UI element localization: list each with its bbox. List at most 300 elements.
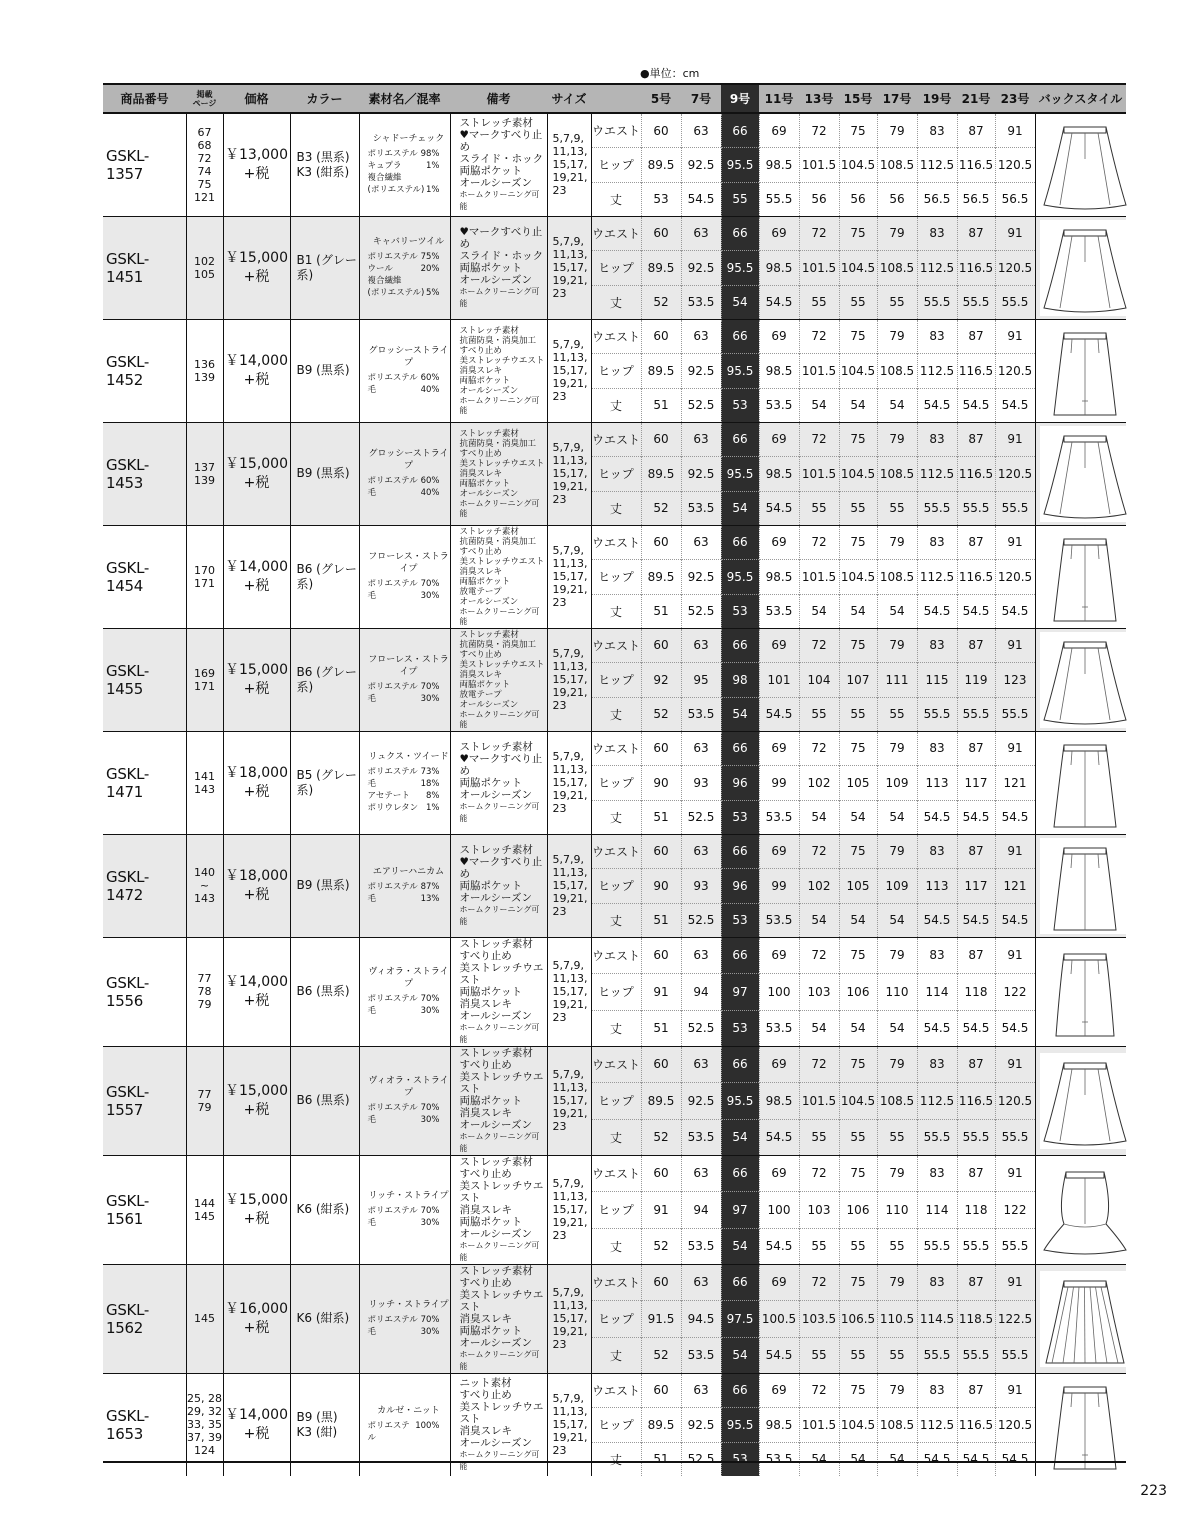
measure-hip-s11: 100 [759,1192,799,1229]
measure-label-waist: ウエスト [591,1264,641,1301]
measure-waist-s21: 87 [957,1046,995,1083]
measure-hip-s23: 120.5 [995,560,1035,595]
material-name: フローレス・ストライプ [368,655,449,677]
unit-note: ●単位：cm [640,67,700,80]
size-list: 5,7,9, 11,13, 15,17, 19,21, 23 [547,113,591,216]
measure-length-s9: 53 [721,800,759,834]
back-style-cell [1035,113,1126,216]
measure-label-hip: ヒップ [591,869,641,904]
measure-length-s19: 56.5 [917,182,957,216]
measure-length-s9: 53 [721,903,759,937]
measure-waist-s17: 79 [877,731,917,766]
measure-length-s5: 52 [641,697,681,731]
measure-length-s17: 54 [877,388,917,422]
measure-length-s15: 55 [839,1337,877,1373]
measure-hip-s7: 93 [681,766,721,801]
measure-length-s17: 54 [877,1010,917,1046]
measure-waist-s15: 75 [839,422,877,457]
measure-length-s13: 55 [799,1337,839,1373]
product-code: GSKL-1455 [103,628,186,731]
measure-waist-s13: 72 [799,1046,839,1083]
note-line: 消臭スレキ [459,566,503,577]
measure-length-s7: 53.5 [681,285,721,319]
measure-label-hip: ヒップ [591,1192,641,1229]
measure-waist-s17: 79 [877,525,917,560]
measure-waist-s11: 69 [759,834,799,869]
measure-hip-s5: 91 [641,1192,681,1229]
measure-length-s13: 54 [799,800,839,834]
measure-hip-s15: 106 [839,1192,877,1229]
measure-waist-s19: 83 [917,422,957,457]
measure-hip-s15: 104.5 [839,148,877,183]
measure-length-s7: 53.5 [681,697,721,731]
measure-length-s7: 52.5 [681,594,721,628]
measure-waist-s21: 87 [957,937,995,974]
measure-hip-s17: 108.5 [877,354,917,389]
back-style-cell [1035,731,1126,834]
measure-waist-s11: 69 [759,1264,799,1301]
note-line: 美ストレッチウエスト [459,355,545,366]
measure-label-length: 丈 [591,388,641,422]
measure-waist-s13: 72 [799,1155,839,1192]
measure-hip-s7: 95 [681,663,721,698]
measure-length-s13: 55 [799,697,839,731]
measure-length-s21: 55.5 [957,1337,995,1373]
measure-hip-s23: 122 [995,974,1035,1011]
measure-hip-s19: 112.5 [917,148,957,183]
measure-hip-s21: 118 [957,1192,995,1229]
measure-waist-s7: 63 [681,731,721,766]
note-line: 両脇ポケット [459,985,522,998]
material-name: ヴィオラ・ストライプ [368,1076,449,1098]
note-line: スライド・ホック [459,152,544,165]
header-size-15: 15号 [839,84,877,113]
measure-hip-s19: 113 [917,766,957,801]
home-cleaning-note: ホームクリーニング可能 [459,709,540,729]
measure-hip-s11: 98.5 [759,251,799,286]
measure-waist-s23: 91 [995,525,1035,560]
measure-hip-s13: 101.5 [799,354,839,389]
product-code: GSKL-1471 [103,731,186,834]
measure-length-s7: 54.5 [681,182,721,216]
measure-length-s21: 54.5 [957,903,995,937]
measure-hip-s13: 101.5 [799,148,839,183]
measure-waist-s17: 79 [877,1264,917,1301]
material-name: カルゼ・ニット [377,1406,440,1417]
measure-length-s17: 54 [877,594,917,628]
notes-cell [450,731,547,834]
measure-waist-s7: 63 [681,1046,721,1083]
product-code: GSKL-1557 [103,1046,186,1155]
note-line: 消臭スレキ [459,1312,512,1325]
composition-line: 毛 30% [367,591,440,601]
measure-waist-s9: 66 [721,525,759,560]
measure-length-s13: 54 [799,903,839,937]
header-size-21: 21号 [957,84,995,113]
size-list: 5,7,9, 11,13, 15,17, 19,21, 23 [547,834,591,937]
composition-line: (ポリエステル) 5% [367,288,440,298]
composition-line: キュプラ 1% [367,161,440,172]
note-line: オールシーズン [459,1009,533,1022]
measure-length-s7: 53.5 [681,1337,721,1373]
composition-line: ポリエステル 100% [367,1421,440,1444]
measure-waist-s23: 91 [995,1155,1035,1192]
note-line: すべり止め [459,649,502,660]
notes-cell [450,113,547,216]
measure-hip-s17: 108.5 [877,251,917,286]
measure-hip-s15: 106 [839,974,877,1011]
measure-hip-s7: 92.5 [681,457,721,492]
measure-label-length: 丈 [591,903,641,937]
size-list: 5,7,9, 11,13, 15,17, 19,21, 23 [547,1264,591,1373]
home-cleaning-note: ホームクリーニング可能 [459,1022,540,1044]
price: ￥14,000 +税 [223,319,290,422]
measure-waist-s9: 66 [721,422,759,457]
measure-label-length: 丈 [591,800,641,834]
measure-waist-s15: 75 [839,834,877,869]
measure-waist-s13: 72 [799,731,839,766]
measure-waist-s21: 87 [957,113,995,148]
measure-hip-s21: 117 [957,869,995,904]
measure-length-s23: 55.5 [995,491,1035,525]
header-size-9: 9号 [721,84,759,113]
measure-length-s23: 54.5 [995,1010,1035,1046]
price: ￥14,000 +税 [223,1373,290,1476]
measure-hip-s9: 98 [721,663,759,698]
measure-waist-s9: 66 [721,319,759,354]
measure-label-waist: ウエスト [591,525,641,560]
measure-waist-s11: 69 [759,319,799,354]
measure-waist-s13: 72 [799,216,839,251]
measure-waist-s17: 79 [877,1046,917,1083]
material-name: リッチ・ストライプ [368,1191,449,1201]
measure-hip-s13: 101.5 [799,560,839,595]
measure-label-hip: ヒップ [591,148,641,183]
size-list: 5,7,9, 11,13, 15,17, 19,21, 23 [547,937,591,1046]
measure-label-length: 丈 [591,697,641,731]
measure-waist-s21: 87 [957,731,995,766]
measure-hip-s19: 114 [917,1192,957,1229]
size-list: 5,7,9, 11,13, 15,17, 19,21, 23 [547,731,591,834]
measure-label-waist: ウエスト [591,1046,641,1083]
note-line: 美ストレッチウエスト [459,1070,544,1095]
measure-length-s17: 55 [877,1337,917,1373]
measure-label-length: 丈 [591,1337,641,1373]
header-size-7: 7号 [681,84,721,113]
header-size-23: 23号 [995,84,1035,113]
size-list: 5,7,9, 11,13, 15,17, 19,21, 23 [547,1155,591,1264]
measure-hip-s9: 97.5 [721,1301,759,1338]
measure-length-s15: 54 [839,1010,877,1046]
measure-length-s13: 54 [799,1010,839,1046]
skirt-sketch-icon [1040,1053,1130,1149]
composition-line: 毛 30% [367,1218,440,1228]
note-line: 美ストレッチウエスト [459,458,545,469]
notes-cell [450,216,547,319]
measure-length-s15: 54 [839,1442,877,1476]
color-codes: B1 (グレー系) [290,216,359,319]
composition-line: ポリエステル 70% [367,579,440,589]
measure-waist-s23: 91 [995,1264,1035,1301]
note-line: 消臭スレキ [459,468,503,479]
measure-length-s9: 54 [721,285,759,319]
header-color: カラー [290,84,359,113]
measure-waist-s11: 69 [759,1155,799,1192]
product-code: GSKL-1451 [103,216,186,319]
note-line: 消臭スレキ [459,1203,512,1216]
measure-waist-s23: 91 [995,422,1035,457]
measure-length-s19: 55.5 [917,491,957,525]
measure-waist-s11: 69 [759,731,799,766]
measure-waist-s23: 91 [995,1046,1035,1083]
measure-waist-s23: 91 [995,1373,1035,1408]
measure-length-s13: 55 [799,491,839,525]
material-name: ヴィオラ・ストライプ [368,967,449,989]
measure-label-hip: ヒップ [591,457,641,492]
measure-hip-s5: 89.5 [641,251,681,286]
note-line: ストレッチ素材 [459,740,533,753]
note-line: ストレッチ素材 [459,428,519,439]
back-style-cell [1035,1046,1126,1155]
home-cleaning-note: ホームクリーニング可能 [459,1240,540,1262]
skirt-sketch-icon [1040,426,1130,522]
measure-length-s11: 54.5 [759,285,799,319]
material-name: フローレス・ストライプ [368,552,449,574]
measure-length-s13: 55 [799,1119,839,1155]
note-line: ♥マークすべり止め [459,752,543,777]
measure-length-s7: 52.5 [681,1010,721,1046]
measure-waist-s15: 75 [839,319,877,354]
skirt-sketch-icon [1040,1162,1130,1258]
catalog-pages: 25, 28 29, 32 33, 35 37, 39 124 [186,1373,223,1476]
measure-length-s5: 51 [641,800,681,834]
measure-hip-s21: 116.5 [957,457,995,492]
composition-line: ポリエステル 73% [367,767,440,777]
measure-length-s9: 54 [721,697,759,731]
measure-hip-s17: 110 [877,1192,917,1229]
measure-length-s17: 54 [877,800,917,834]
back-style-cell [1035,1264,1126,1373]
measure-hip-s17: 110.5 [877,1301,917,1338]
measure-length-s15: 55 [839,697,877,731]
measure-hip-s23: 121 [995,869,1035,904]
measure-length-s19: 54.5 [917,1442,957,1476]
measure-hip-s19: 115 [917,663,957,698]
product-code: GSKL-1561 [103,1155,186,1264]
measure-waist-s5: 60 [641,834,681,869]
back-style-cell [1035,628,1126,731]
measure-hip-s13: 101.5 [799,1408,839,1443]
material-cell [359,628,450,731]
measure-label-waist: ウエスト [591,216,641,251]
note-line: オールシーズン [459,596,519,607]
material-cell [359,319,450,422]
measure-hip-s9: 95.5 [721,457,759,492]
measure-length-s11: 54.5 [759,697,799,731]
note-line: 両脇ポケット [459,879,522,892]
measure-length-s7: 52.5 [681,903,721,937]
measure-hip-s23: 122 [995,1192,1035,1229]
measure-hip-s23: 120.5 [995,354,1035,389]
measure-waist-s9: 66 [721,1046,759,1083]
material-cell [359,1155,450,1264]
catalog-pages: 141 143 [186,731,223,834]
catalog-pages: 77 78 79 [186,937,223,1046]
note-line: ストレッチ素材 [459,1264,533,1277]
measure-hip-s9: 96 [721,766,759,801]
measure-waist-s19: 83 [917,937,957,974]
measure-label-hip: ヒップ [591,663,641,698]
measure-hip-s13: 101.5 [799,1083,839,1120]
measure-length-s15: 55 [839,285,877,319]
back-style-cell [1035,937,1126,1046]
measure-label-waist: ウエスト [591,834,641,869]
size-list: 5,7,9, 11,13, 15,17, 19,21, 23 [547,1373,591,1476]
price: ￥18,000 +税 [223,834,290,937]
material-name: グロッシーストライプ [368,346,449,368]
measure-waist-s23: 91 [995,319,1035,354]
measure-length-s11: 53.5 [759,388,799,422]
measure-waist-s21: 87 [957,628,995,663]
composition-line: ポリエステル 70% [367,1103,440,1113]
material-name: キャバリーツイル [372,237,445,247]
measure-length-s9: 53 [721,388,759,422]
note-line: 抗菌防臭・消臭加工 [459,639,537,650]
measure-hip-s7: 92.5 [681,560,721,595]
material-cell [359,422,450,525]
table-row [103,628,1126,663]
notes-cell [450,422,547,525]
measure-hip-s21: 116.5 [957,251,995,286]
composition-line: 複合繊維 [367,173,402,184]
note-line: 両脇ポケット [459,478,511,489]
note-line: すべり止め [459,546,502,557]
note-line: ♥マークすべり止め [459,225,543,250]
measure-length-s21: 55.5 [957,1119,995,1155]
measure-waist-s13: 72 [799,628,839,663]
measure-hip-s5: 89.5 [641,148,681,183]
measure-length-s19: 55.5 [917,285,957,319]
measure-waist-s23: 91 [995,937,1035,974]
note-line: スライド・ホック [459,249,544,262]
header-price: 価格 [223,84,290,113]
measure-waist-s5: 60 [641,731,681,766]
measure-length-s15: 54 [839,594,877,628]
note-line: 消臭スレキ [459,669,503,680]
measure-hip-s5: 89.5 [641,1408,681,1443]
composition-line: 複合繊維 [367,276,402,286]
measure-label-hip: ヒップ [591,1408,641,1443]
measure-hip-s17: 108.5 [877,1408,917,1443]
measure-hip-s11: 101 [759,663,799,698]
notes-cell [450,1046,547,1155]
product-code: GSKL-1562 [103,1264,186,1373]
note-line: すべり止め [459,1276,512,1289]
color-codes: K6 (紺系) [290,1264,359,1373]
table-bottom-rule [103,1461,1126,1463]
home-cleaning-note: ホームクリーニング可能 [459,904,540,926]
measure-waist-s19: 83 [917,525,957,560]
measure-length-s15: 54 [839,388,877,422]
measure-hip-s17: 108.5 [877,1083,917,1120]
measure-length-s19: 54.5 [917,800,957,834]
measure-waist-s11: 69 [759,1373,799,1408]
measure-length-s15: 54 [839,903,877,937]
measure-hip-s11: 99 [759,766,799,801]
measure-hip-s7: 92.5 [681,1083,721,1120]
measure-waist-s9: 66 [721,731,759,766]
table-row [103,937,1126,974]
note-line: 消臭スレキ [459,1424,512,1437]
measure-label-length: 丈 [591,594,641,628]
material-cell [359,834,450,937]
header-sizes: サイズ [547,84,591,113]
material-cell [359,216,450,319]
measure-hip-s21: 117 [957,766,995,801]
table-row [103,1046,1126,1083]
product-code: GSKL-1556 [103,937,186,1046]
measure-hip-s21: 116.5 [957,148,995,183]
measure-waist-s17: 79 [877,1155,917,1192]
measure-length-s5: 51 [641,1442,681,1476]
page-number: 223 [1140,1483,1167,1499]
color-codes: B9 (黒系) [290,319,359,422]
measure-waist-s19: 83 [917,731,957,766]
material-name: リッチ・ストライプ [368,1300,449,1310]
note-line: 両脇ポケット [459,776,522,789]
note-line: 抗菌防臭・消臭加工 [459,536,537,547]
size-list: 5,7,9, 11,13, 15,17, 19,21, 23 [547,628,591,731]
color-codes: B6 (黒系) [290,1046,359,1155]
note-line: 放電テープ [459,586,502,597]
measure-waist-s19: 83 [917,1373,957,1408]
measure-hip-s23: 123 [995,663,1035,698]
measure-waist-s15: 75 [839,525,877,560]
measure-length-s11: 54.5 [759,1119,799,1155]
measure-waist-s9: 66 [721,113,759,148]
measure-hip-s23: 120.5 [995,1083,1035,1120]
note-line: 消臭スレキ [459,1106,512,1119]
measure-waist-s5: 60 [641,628,681,663]
note-line: オールシーズン [459,1118,533,1131]
price: ￥15,000 +税 [223,1046,290,1155]
price: ￥15,000 +税 [223,216,290,319]
measure-length-s23: 55.5 [995,1337,1035,1373]
measure-label-waist: ウエスト [591,1155,641,1192]
measure-waist-s7: 63 [681,216,721,251]
measure-length-s13: 54 [799,594,839,628]
measure-waist-s5: 60 [641,216,681,251]
skirt-sketch-icon [1040,944,1130,1040]
material-cell [359,731,450,834]
measure-hip-s11: 98.5 [759,560,799,595]
measure-waist-s9: 66 [721,1155,759,1192]
measure-hip-s9: 95.5 [721,1083,759,1120]
measure-length-s19: 55.5 [917,1337,957,1373]
measure-waist-s5: 60 [641,525,681,560]
measure-length-s7: 52.5 [681,388,721,422]
measure-hip-s11: 98.5 [759,1408,799,1443]
measure-waist-s17: 79 [877,628,917,663]
measure-waist-s9: 66 [721,834,759,869]
composition-line: ポリエステル 60% [367,373,440,383]
measure-waist-s13: 72 [799,525,839,560]
skirt-size-table [103,83,1126,1476]
note-line: 両脇ポケット [459,261,522,274]
table-row [103,422,1126,457]
composition-line: 毛 30% [367,1327,440,1337]
note-line: 消臭スレキ [459,365,503,376]
